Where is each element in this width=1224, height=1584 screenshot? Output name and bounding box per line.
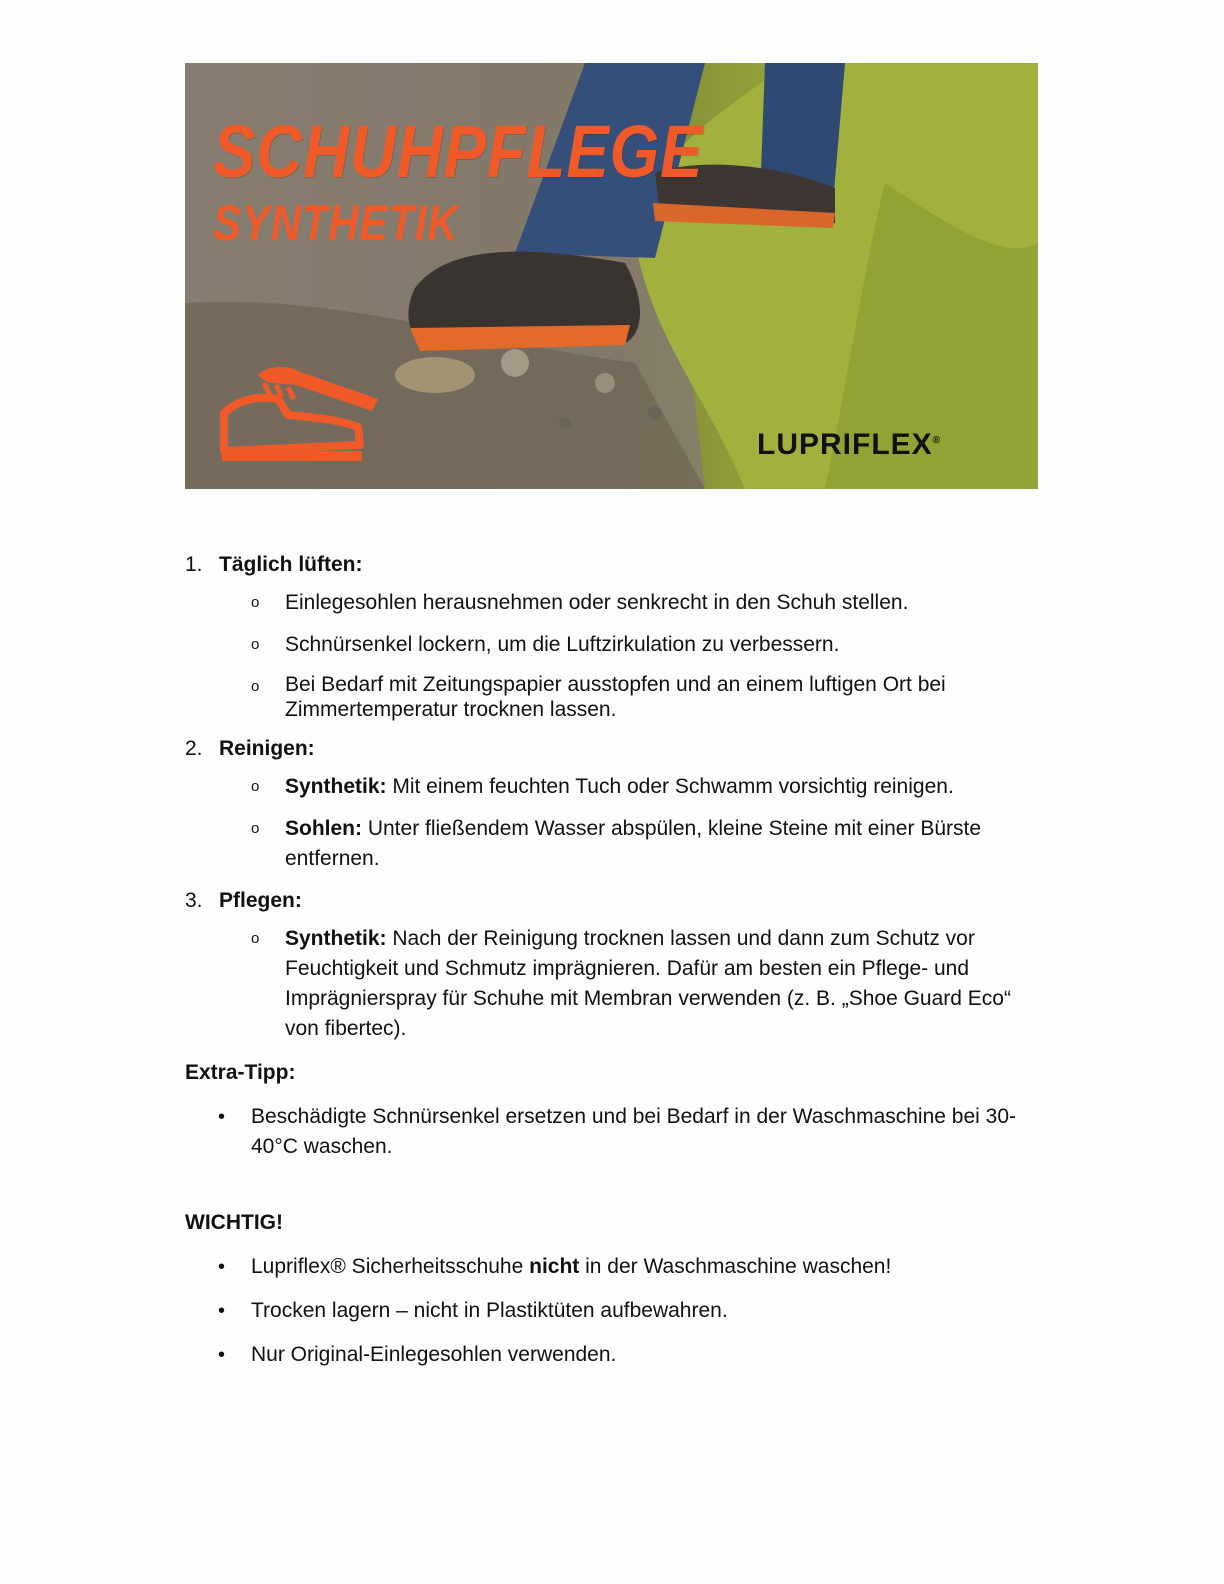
brand-name: LUPRIFLEX <box>757 428 933 461</box>
list-item <box>185 1102 1045 1162</box>
step-number: 1. <box>185 553 203 576</box>
item-body: Nach der Reinigung trocknen lassen und dann zum Schutz vor Feuchtigkeit und Schmutz imprägnieren. Dafür am besten ein Pflege- und Imprägnierspray für Schuhe mit Membran verwenden (z. B. „Shoe Guard Eco“ von fibertec). <box>285 927 1011 1040</box>
step-title: Pflegen: <box>219 889 302 912</box>
hero-banner <box>185 63 1038 489</box>
circle-bullet-icon: o <box>251 594 260 611</box>
list-item <box>185 1296 1045 1326</box>
list-item-text <box>251 1252 1045 1282</box>
important-list <box>185 1252 1045 1370</box>
list-item-text <box>285 924 1045 1044</box>
sub-list <box>185 772 1045 874</box>
list-item <box>185 630 1045 660</box>
step-title: Täglich lüften: <box>219 553 363 576</box>
extra-tip-list <box>185 1102 1045 1162</box>
step-number: 2. <box>185 737 203 760</box>
list-item-text: Beschädigte Schnürsenkel ersetzen und bei Bedarf in der Waschmaschine bei 30-40°C waschen. <box>251 1105 1016 1158</box>
bullet-icon: • <box>218 1344 226 1366</box>
bullet-icon: • <box>218 1300 226 1322</box>
list-item-text: Nur Original-Einlegesohlen verwenden. <box>251 1343 617 1366</box>
hero-subtitle: SYNTHETIK <box>213 195 459 251</box>
shoe-brush-icon <box>218 355 386 465</box>
sub-list <box>185 924 1045 1044</box>
list-item <box>185 814 1045 874</box>
circle-bullet-icon: o <box>251 678 260 695</box>
step-3 <box>185 886 1045 1044</box>
sub-list <box>185 588 1045 722</box>
list-item <box>185 1252 1045 1282</box>
list-item-text: Einlegesohlen herausnehmen oder senkrecht in den Schuh stellen. <box>285 591 909 614</box>
circle-bullet-icon: o <box>251 636 260 653</box>
brand-logo <box>757 428 941 462</box>
list-item-text: Trocken lagern – nicht in Plastiktüten aufbewahren. <box>251 1299 728 1322</box>
list-item <box>185 924 1045 1044</box>
item-label: Sohlen: <box>285 817 362 840</box>
step-heading <box>185 550 1045 580</box>
list-item-text <box>285 814 1045 874</box>
item-body: Unter fließendem Wasser abspülen, kleine Steine mit einer Bürste entfernen. <box>285 817 982 870</box>
list-item-text: Bei Bedarf mit Zeitungspapier ausstopfen und an einem luftigen Ort bei Zimmertemperatur trocknen lassen. <box>285 673 946 721</box>
text-part: in der Waschmaschine waschen! <box>579 1255 892 1278</box>
list-item-text: Schnürsenkel lockern, um die Luftzirkulation zu verbessern. <box>285 633 840 656</box>
step-1 <box>185 550 1045 722</box>
step-heading <box>185 886 1045 916</box>
step-title: Reinigen: <box>219 737 315 760</box>
list-item <box>185 1340 1045 1370</box>
brand-mark: ® <box>932 435 942 446</box>
item-label: Synthetik: <box>285 927 387 950</box>
item-label: Synthetik: <box>285 775 387 798</box>
hero-title: SCHUHPFLEGE <box>213 110 704 193</box>
step-number: 3. <box>185 889 203 912</box>
circle-bullet-icon: o <box>251 820 260 837</box>
list-item <box>185 772 1045 802</box>
bullet-icon: • <box>218 1106 226 1128</box>
emphasis: nicht <box>529 1255 580 1278</box>
item-body: Mit einem feuchten Tuch oder Schwamm vorsichtig reinigen. <box>386 775 954 798</box>
list-item-text <box>285 772 1045 802</box>
text-part: Lupriflex® Sicherheitsschuhe <box>251 1255 530 1278</box>
step-2 <box>185 734 1045 874</box>
important-heading: WICHTIG! <box>185 1211 283 1234</box>
list-item <box>185 588 1045 618</box>
bullet-icon: • <box>218 1256 226 1278</box>
circle-bullet-icon: o <box>251 930 260 947</box>
extra-tip-heading: Extra-Tipp: <box>185 1061 296 1084</box>
circle-bullet-icon: o <box>251 778 260 795</box>
document-body <box>185 550 1045 1384</box>
step-heading <box>185 734 1045 764</box>
list-item <box>185 672 1045 722</box>
